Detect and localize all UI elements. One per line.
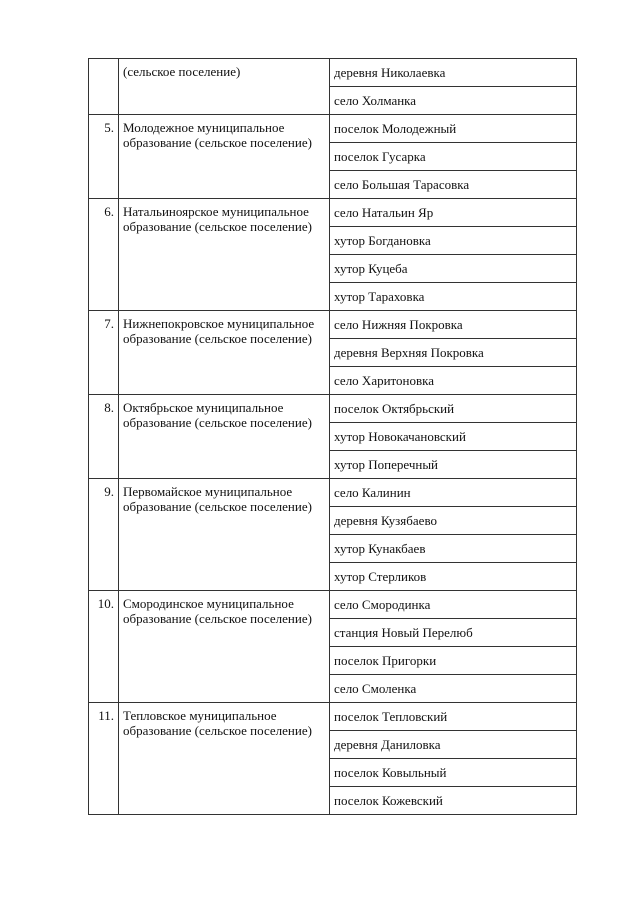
row-number: 10. xyxy=(89,591,119,703)
municipality-name: Молодежное муниципальное образование (сельское поселение) xyxy=(119,115,330,199)
municipality-name: Октябрьское муниципальное образование (сельское поселение) xyxy=(119,395,330,479)
settlement-name: хутор Стерликов xyxy=(330,563,577,591)
settlement-name: деревня Даниловка xyxy=(330,731,577,759)
settlement-name: село Холманка xyxy=(330,87,577,115)
municipality-name: Нижнепокровское муниципальное образование (сельское поселение) xyxy=(119,311,330,395)
table-row xyxy=(89,703,577,731)
settlement-name: поселок Молодежный xyxy=(330,115,577,143)
settlement-name: хутор Поперечный xyxy=(330,451,577,479)
municipality-name: Тепловское муниципальное образование (сельское поселение) xyxy=(119,703,330,815)
settlement-name: деревня Верхняя Покровка xyxy=(330,339,577,367)
table-row xyxy=(89,591,577,619)
table-row xyxy=(89,395,577,423)
municipality-name: Смородинское муниципальное образование (сельское поселение) xyxy=(119,591,330,703)
settlement-name: село Калинин xyxy=(330,479,577,507)
table-row xyxy=(89,199,577,227)
settlement-name: село Большая Тарасовка xyxy=(330,171,577,199)
table-row xyxy=(89,59,577,87)
settlement-name: хутор Кунакбаев xyxy=(330,535,577,563)
settlement-name: деревня Кузябаево xyxy=(330,507,577,535)
table-row xyxy=(89,311,577,339)
municipality-name: Натальиноярское муниципальное образование (сельское поселение) xyxy=(119,199,330,311)
settlement-name: поселок Ковыльный xyxy=(330,759,577,787)
settlement-name: поселок Пригорки xyxy=(330,647,577,675)
row-number: 5. xyxy=(89,115,119,199)
settlement-name: станция Новый Перелюб xyxy=(330,619,577,647)
settlement-name: хутор Богдановка xyxy=(330,227,577,255)
settlements-table xyxy=(88,58,577,815)
row-number: 7. xyxy=(89,311,119,395)
settlement-name: хутор Куцеба xyxy=(330,255,577,283)
settlement-name: поселок Кожевский xyxy=(330,787,577,815)
row-number: 9. xyxy=(89,479,119,591)
settlements-table-body xyxy=(89,59,577,815)
settlement-name: село Натальин Яр xyxy=(330,199,577,227)
settlement-name: деревня Николаевка xyxy=(330,59,577,87)
settlement-name: поселок Октябрьский xyxy=(330,395,577,423)
municipality-name: (сельское поселение) xyxy=(119,59,330,115)
settlement-name: село Харитоновка xyxy=(330,367,577,395)
row-number xyxy=(89,59,119,115)
settlement-name: хутор Новокачановский xyxy=(330,423,577,451)
row-number: 11. xyxy=(89,703,119,815)
table-row xyxy=(89,479,577,507)
municipality-name: Первомайское муниципальное образование (сельское поселение) xyxy=(119,479,330,591)
settlement-name: село Смородинка xyxy=(330,591,577,619)
settlement-name: село Смоленка xyxy=(330,675,577,703)
settlement-name: поселок Гусарка xyxy=(330,143,577,171)
table-row xyxy=(89,115,577,143)
settlement-name: село Нижняя Покровка xyxy=(330,311,577,339)
settlement-name: хутор Тараховка xyxy=(330,283,577,311)
settlement-name: поселок Тепловский xyxy=(330,703,577,731)
row-number: 8. xyxy=(89,395,119,479)
row-number: 6. xyxy=(89,199,119,311)
